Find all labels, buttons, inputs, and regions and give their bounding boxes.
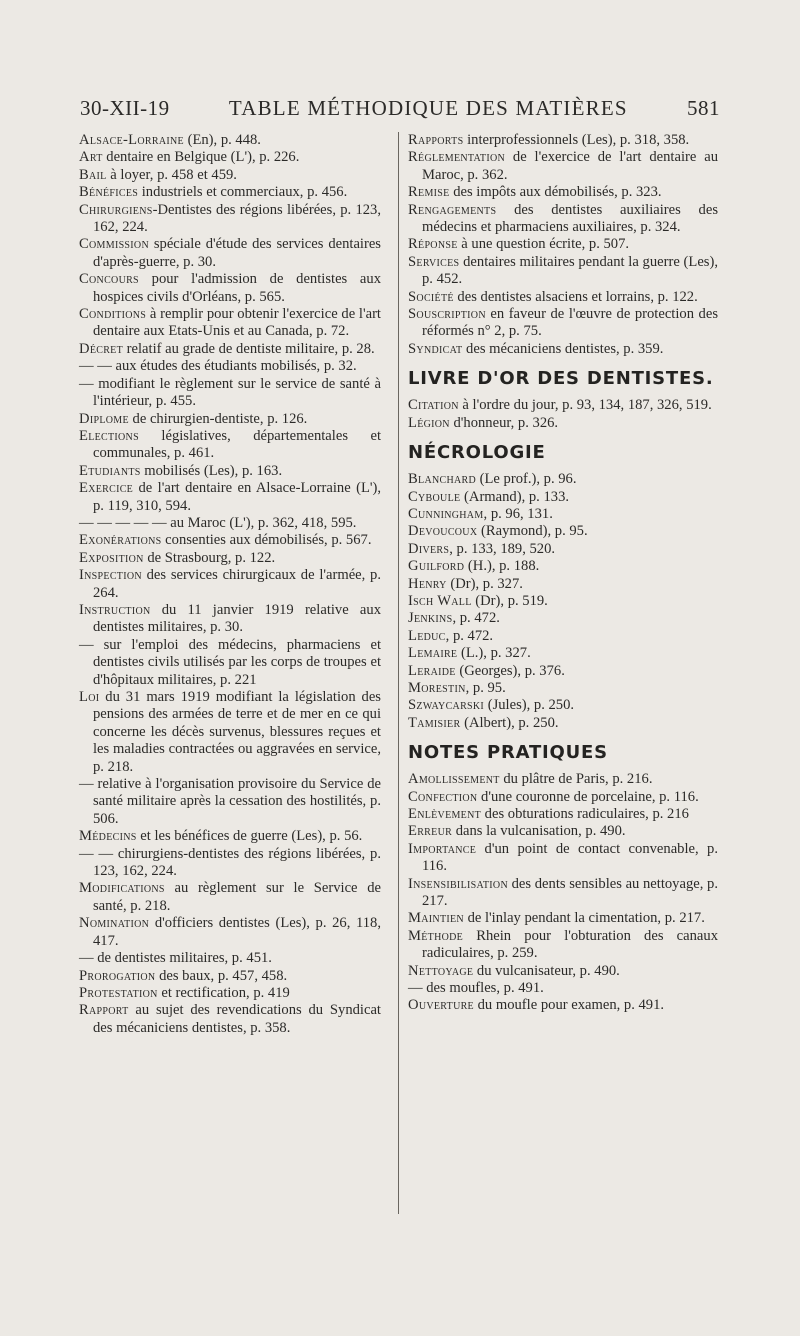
entry-text: (Le prof.), p. 96. bbox=[476, 471, 577, 488]
entry-text: de chirurgien-dentiste, p. 126. bbox=[128, 410, 308, 427]
index-entry bbox=[408, 663, 718, 680]
section-heading-notes-pratiques: NOTES PRATIQUES bbox=[408, 742, 608, 764]
entry-keyword: Réponse bbox=[408, 236, 458, 253]
entry-keyword: Citation bbox=[408, 397, 459, 414]
index-entry bbox=[79, 411, 381, 428]
index-entry bbox=[408, 593, 718, 610]
entry-keyword: Bénéfices bbox=[79, 184, 139, 201]
entry-keyword: Modifications bbox=[79, 880, 165, 897]
index-entry bbox=[79, 828, 381, 845]
entry-keyword: Loi bbox=[79, 689, 100, 705]
entry-text: d'honneur, p. 326. bbox=[449, 414, 559, 431]
entry-keyword: Concours bbox=[79, 271, 139, 288]
index-entry bbox=[408, 471, 718, 488]
entry-keyword: Nomination bbox=[79, 915, 150, 932]
entry-keyword: Méthode bbox=[408, 927, 464, 944]
entry-text: consenties aux démobilisés, p. 567. bbox=[161, 532, 372, 549]
index-entry bbox=[408, 806, 718, 823]
entry-text: dentaire en Belgique (L'), p. 226. bbox=[102, 149, 300, 166]
entry-text: de l'art dentaire en Alsace-Lorraine (L'), p. 119, 310, 594. bbox=[93, 480, 381, 514]
index-entry bbox=[79, 968, 381, 985]
index-entry bbox=[408, 628, 718, 645]
entry-keyword: Syndicat bbox=[408, 340, 463, 357]
entry-text: des mécaniciens dentistes, p. 359. bbox=[462, 340, 664, 357]
entry-text: des impôts aux démobilisés, p. 323. bbox=[449, 184, 662, 201]
notes-pratiques-entries bbox=[408, 771, 718, 1015]
entry-text: à l'ordre du jour, p. 93, 134, 187, 326, 519. bbox=[458, 397, 712, 414]
entry-text: à loyer, p. 458 et 459. bbox=[106, 166, 237, 183]
index-entry bbox=[408, 928, 718, 963]
entry-text: de l'exercice de l'art dentaire au Maroc, p. 362. bbox=[422, 149, 718, 183]
entry-text: mobilisés (Les), p. 163. bbox=[140, 462, 283, 479]
entry-text: de l'inlay pendant la cimentation, p. 217. bbox=[463, 910, 705, 927]
entry-keyword: Guilford bbox=[408, 558, 465, 575]
entry-keyword: Lemaire bbox=[408, 645, 458, 662]
index-entry bbox=[408, 397, 718, 414]
entry-keyword: Importance bbox=[408, 840, 477, 857]
entry-keyword: Inspection bbox=[79, 567, 142, 584]
entry-text: au règlement sur le Service de santé, p. 218. bbox=[93, 880, 381, 914]
index-entry bbox=[79, 271, 381, 306]
entry-keyword: Amollissement bbox=[408, 771, 500, 788]
index-entry bbox=[79, 550, 381, 567]
entry-keyword: Morestin bbox=[408, 679, 466, 696]
index-entry bbox=[79, 515, 381, 532]
entry-text: — relative à l'organisation provisoire du Service de santé militaire après la cessation des hostilités, p. 506. bbox=[79, 776, 381, 827]
entry-keyword: Cyboule bbox=[408, 488, 461, 505]
index-entry bbox=[408, 289, 718, 306]
index-entry bbox=[408, 236, 718, 253]
entry-keyword: Conditions bbox=[79, 306, 147, 323]
entry-keyword: Légion bbox=[408, 414, 450, 431]
index-entry bbox=[79, 602, 381, 637]
entry-text: , p. 95. bbox=[465, 679, 506, 696]
index-entry bbox=[79, 637, 381, 689]
entry-keyword: Exercice bbox=[79, 480, 134, 497]
entry-text: de Strasbourg, p. 122. bbox=[143, 549, 276, 566]
entry-text: (H.), p. 188. bbox=[464, 558, 540, 575]
entry-text: du vulcanisateur, p. 490. bbox=[473, 962, 620, 979]
index-entry bbox=[79, 985, 381, 1002]
entry-text: (Raymond), p. 95. bbox=[477, 523, 588, 540]
index-entry bbox=[79, 358, 381, 375]
entry-text: dans la vulcanisation, p. 490. bbox=[452, 823, 626, 840]
index-entry bbox=[408, 489, 718, 506]
index-entry bbox=[79, 689, 381, 776]
entry-keyword: Souscription bbox=[408, 306, 486, 323]
entry-text: législatives, départementales et communales, p. 461. bbox=[93, 427, 381, 462]
entry-keyword: Rengagements bbox=[408, 201, 497, 218]
entry-text: (Albert), p. 250. bbox=[460, 714, 559, 731]
index-entry bbox=[408, 876, 718, 911]
column-divider bbox=[398, 132, 399, 1214]
entry-keyword: Isch Wall bbox=[408, 592, 472, 609]
entry-text: des dentistes auxiliaires des médecins et pharmaciens auxiliaires, p. 324. bbox=[422, 201, 718, 236]
index-entry bbox=[79, 376, 381, 411]
entry-text: à une question écrite, p. 507. bbox=[457, 236, 630, 253]
entry-keyword: Blanchard bbox=[408, 471, 476, 488]
entry-keyword: Rapports bbox=[408, 132, 464, 148]
entry-text: (En), p. 448. bbox=[183, 132, 261, 148]
livre-dor-entries bbox=[408, 397, 718, 432]
index-entry bbox=[408, 645, 718, 662]
header-title: TABLE MÉTHODIQUE DES MATIÈRES bbox=[228, 96, 628, 120]
index-entry bbox=[79, 1002, 381, 1037]
index-entry bbox=[79, 846, 381, 881]
entry-keyword: Etudiants bbox=[79, 462, 141, 479]
index-entry bbox=[79, 880, 381, 915]
entry-keyword: Médecins bbox=[79, 828, 137, 845]
index-entry bbox=[79, 463, 381, 480]
entry-keyword: Nettoyage bbox=[408, 962, 474, 979]
entry-text: des services chirurgicaux de l'armée, p. 264. bbox=[93, 567, 381, 601]
entry-text: et rectification, p. 419 bbox=[157, 984, 290, 1001]
entry-text: et les bénéfices de guerre (Les), p. 56. bbox=[136, 828, 363, 845]
entry-keyword: Confection bbox=[408, 788, 478, 805]
running-header bbox=[80, 96, 720, 126]
index-entry bbox=[79, 149, 381, 166]
entry-keyword: Divers bbox=[408, 540, 450, 557]
entry-text: à remplir pour obtenir l'exercice de l'art dentaire aux Etats-Unis et au Canada, p. 72. bbox=[93, 306, 381, 340]
entry-text: au sujet des revendications du Syndicat des mécaniciens dentistes, p. 358. bbox=[93, 1002, 381, 1036]
index-entry bbox=[408, 610, 718, 627]
index-entry bbox=[408, 576, 718, 593]
entry-text: (Georges), p. 376. bbox=[455, 662, 565, 679]
entry-text: du 31 mars 1919 modifiant la législation des pensions des armées de terre et de mer en ce qui concerne les décès survenus, blessures reçues et les maladies contractées ou aggravées en service, p. 218. bbox=[93, 689, 381, 775]
entry-text: Rhein pour l'obturation des canaux radiculaires, p. 259. bbox=[422, 927, 718, 962]
index-entry bbox=[408, 541, 718, 558]
entry-text: (Dr), p. 327. bbox=[446, 575, 523, 592]
entry-text: du 11 janvier 1919 relative aux dentistes militaires, p. 30. bbox=[93, 601, 381, 636]
entry-keyword: Rapport bbox=[79, 1002, 129, 1019]
index-entry bbox=[408, 523, 718, 540]
entry-text: -Dentistes des régions libérées, p. 123, 162, 224. bbox=[93, 201, 381, 236]
index-entry bbox=[408, 715, 718, 732]
entry-keyword: Leraide bbox=[408, 662, 456, 679]
index-entry bbox=[408, 415, 718, 432]
right-column bbox=[408, 132, 718, 1015]
section-heading-livre-dor: LIVRE D'OR DES DENTISTES. bbox=[408, 368, 714, 390]
entry-text: — — aux études des étudiants mobilisés, p. 32. bbox=[79, 358, 357, 375]
entry-text: des obturations radiculaires, p. 216 bbox=[481, 806, 689, 822]
index-entry bbox=[79, 776, 381, 828]
index-entry bbox=[79, 567, 381, 602]
index-entry bbox=[408, 341, 718, 358]
entry-keyword: Diplome bbox=[79, 410, 129, 427]
entry-text: , p. 133, 189, 520. bbox=[449, 540, 556, 557]
entry-keyword: Jenkins bbox=[408, 610, 453, 627]
index-entry bbox=[408, 680, 718, 697]
entry-text: — — chirurgiens-dentistes des régions libérées, p. 123, 162, 224. bbox=[79, 845, 381, 880]
entry-keyword: Décret bbox=[79, 340, 124, 357]
entry-keyword: Maintien bbox=[408, 910, 464, 927]
index-entry bbox=[79, 950, 381, 967]
entry-text: (Armand), p. 133. bbox=[460, 488, 570, 505]
index-entry bbox=[408, 558, 718, 575]
page-number: 581 bbox=[687, 96, 720, 120]
index-entry bbox=[79, 428, 381, 463]
entry-text: , p. 472. bbox=[445, 627, 494, 644]
entry-keyword: Commission bbox=[79, 236, 149, 253]
entry-keyword: Art bbox=[79, 149, 103, 166]
entry-keyword: Bail bbox=[79, 166, 107, 183]
entry-text: — modifiant le règlement sur le service de santé à l'intérieur, p. 455. bbox=[79, 375, 381, 410]
entry-keyword: Insensibilisation bbox=[408, 875, 508, 892]
entry-text: dentaires militaires pendant la guerre (Les), p. 452. bbox=[422, 253, 718, 288]
entry-text: d'officiers dentistes (Les), p. 26, 118, 417. bbox=[93, 915, 381, 949]
index-entry bbox=[408, 823, 718, 840]
entry-keyword: Devoucoux bbox=[408, 523, 478, 540]
entry-keyword: Instruction bbox=[79, 601, 151, 618]
entry-keyword: Szwaycarski bbox=[408, 697, 485, 714]
index-entry bbox=[408, 306, 718, 341]
entry-keyword: Exonérations bbox=[79, 532, 162, 549]
index-entry bbox=[79, 480, 381, 515]
index-entry bbox=[79, 132, 381, 149]
section-heading-necrologie: NÉCROLOGIE bbox=[408, 442, 546, 464]
entry-keyword: Tamisier bbox=[408, 714, 461, 731]
index-entry bbox=[79, 167, 381, 184]
entry-keyword: Chirurgiens bbox=[79, 201, 153, 218]
entry-text: relatif au grade de dentiste militaire, p. 28. bbox=[123, 340, 375, 357]
index-entry bbox=[408, 980, 718, 997]
entry-text: interprofessionnels (Les), p. 318, 358. bbox=[463, 132, 690, 148]
entry-keyword: Société bbox=[408, 288, 454, 305]
index-entry bbox=[408, 841, 718, 876]
index-entry bbox=[79, 236, 381, 271]
index-entry bbox=[79, 202, 381, 237]
entry-text: — — — — — au Maroc (L'), p. 362, 418, 595. bbox=[79, 514, 357, 531]
entry-text: , p. 96, 131. bbox=[483, 505, 553, 522]
entry-keyword: Ouverture bbox=[408, 997, 474, 1014]
entry-text: du moufle pour examen, p. 491. bbox=[473, 997, 665, 1014]
index-entry bbox=[408, 184, 718, 201]
entry-text: spéciale d'étude des services dentaires d'après-guerre, p. 30. bbox=[93, 236, 381, 270]
index-entry bbox=[79, 915, 381, 950]
index-entry bbox=[79, 184, 381, 201]
entry-keyword: Protestation bbox=[79, 984, 158, 1001]
entry-text: des baux, p. 457, 458. bbox=[155, 967, 288, 984]
entry-text: (Jules), p. 250. bbox=[484, 697, 575, 714]
index-entry bbox=[408, 697, 718, 714]
index-entry bbox=[408, 202, 718, 237]
index-entry bbox=[408, 963, 718, 980]
left-column bbox=[79, 132, 381, 1037]
entry-keyword: Services bbox=[408, 253, 460, 270]
entry-text: en faveur de l'œuvre de protection des réformés n° 2, p. 75. bbox=[422, 306, 718, 340]
entry-keyword: Enlèvement bbox=[408, 806, 482, 822]
entry-text: — des moufles, p. 491. bbox=[408, 980, 544, 997]
entry-keyword: Remise bbox=[408, 184, 450, 201]
entry-text: des dents sensibles au nettoyage, p. 217. bbox=[422, 875, 718, 910]
entry-keyword: Exposition bbox=[79, 549, 144, 566]
entry-text: (Dr), p. 519. bbox=[471, 592, 548, 609]
header-date: 30-XII-19 bbox=[80, 96, 170, 120]
entry-text: pour l'admission de dentistes aux hospices civils d'Orléans, p. 565. bbox=[93, 271, 381, 305]
index-entry bbox=[408, 149, 718, 184]
index-entry bbox=[79, 306, 381, 341]
entry-text: d'une couronne de porcelaine, p. 116. bbox=[477, 788, 699, 805]
index-entry bbox=[408, 506, 718, 523]
entry-keyword: Prorogation bbox=[79, 967, 156, 984]
entry-keyword: Cunningham bbox=[408, 505, 484, 522]
entry-text: — sur l'emploi des médecins, pharmaciens et dentistes civils utilisés par les corps de troupes et d'hôpitaux militaires, p. 221 bbox=[79, 636, 381, 688]
entry-text: des dentistes alsaciens et lorrains, p. 122. bbox=[453, 288, 698, 305]
index-entry bbox=[408, 254, 718, 289]
index-entry bbox=[408, 789, 718, 806]
entry-keyword: Réglementation bbox=[408, 149, 506, 166]
entry-keyword: Henry bbox=[408, 575, 447, 592]
index-entry bbox=[408, 771, 718, 788]
necrologie-entries bbox=[408, 471, 718, 732]
entry-text: d'un point de contact convenable, p. 116. bbox=[422, 840, 718, 875]
entry-keyword: Elections bbox=[79, 427, 139, 444]
index-entry bbox=[79, 532, 381, 549]
entry-keyword: Erreur bbox=[408, 823, 453, 840]
index-entry bbox=[79, 341, 381, 358]
entry-text: (L.), p. 327. bbox=[457, 645, 531, 662]
entry-keyword: Alsace-Lorraine bbox=[79, 132, 184, 148]
index-entry bbox=[408, 132, 718, 149]
entry-text: du plâtre de Paris, p. 216. bbox=[499, 771, 653, 788]
entry-text: — de dentistes militaires, p. 451. bbox=[79, 950, 272, 967]
index-entry bbox=[408, 910, 718, 927]
index-entry bbox=[408, 997, 718, 1014]
entry-keyword: Leduc bbox=[408, 627, 446, 644]
entry-text: industriels et commerciaux, p. 456. bbox=[138, 184, 348, 201]
entry-text: , p. 472. bbox=[452, 610, 500, 627]
right-column-entries bbox=[408, 132, 718, 358]
